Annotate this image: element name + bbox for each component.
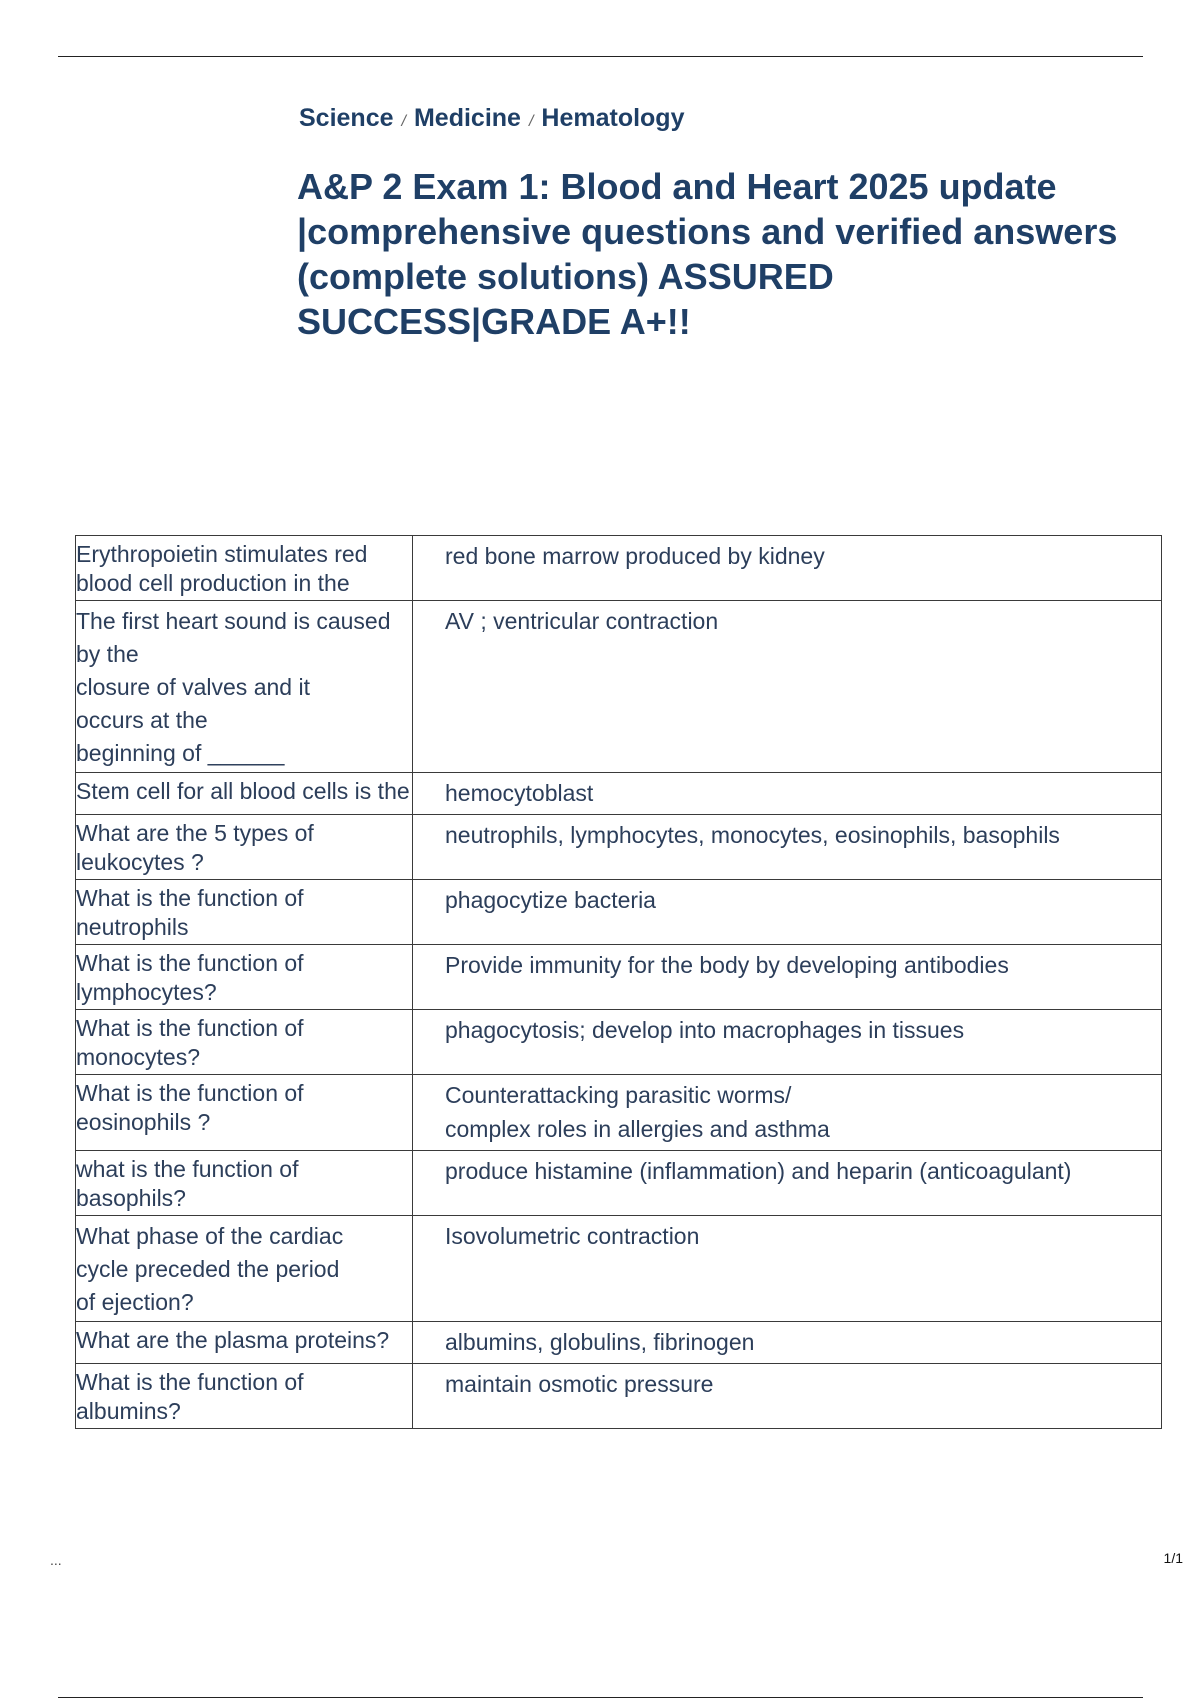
question-cell: [76, 773, 413, 815]
header-divider: [58, 56, 1143, 57]
question-cell: [76, 1216, 413, 1322]
question-text: of ejection?: [76, 1289, 194, 1315]
question-text: What are the 5 types of leukocytes ?: [76, 820, 314, 875]
question-text: What is the function of lymphocytes?: [76, 950, 304, 1005]
answer-cell: [413, 1216, 1162, 1322]
answer-cell: [413, 1151, 1162, 1216]
answer-text: AV ; ventricular contraction: [445, 608, 719, 634]
question-text: What phase of the cardiac: [76, 1223, 344, 1249]
footer-divider: [58, 1697, 1143, 1698]
answer-cell: [413, 1075, 1162, 1151]
answer-cell: [413, 945, 1162, 1010]
question-text: what is the function of basophils?: [76, 1156, 299, 1211]
question-cell: [76, 1151, 413, 1216]
answer-text: albumins, globulins, fibrinogen: [445, 1329, 755, 1355]
table-row: [76, 1216, 1162, 1322]
answer-cell: [413, 601, 1162, 773]
question-text: Stem cell for all blood cells is the: [76, 778, 410, 804]
table-row: [76, 1151, 1162, 1216]
answer-text: Counterattacking parasitic worms/: [445, 1082, 792, 1108]
question-text: What is the function of eosinophils ?: [76, 1080, 304, 1135]
table-row: [76, 773, 1162, 815]
question-cell: [76, 1075, 413, 1151]
question-text: occurs at the: [76, 707, 208, 733]
table-row: [76, 536, 1162, 601]
question-text: blood cell production in the: [76, 570, 350, 596]
answer-cell: [413, 880, 1162, 945]
question-text: What is the function of albumins?: [76, 1369, 304, 1424]
answer-cell: [413, 773, 1162, 815]
table-row: [76, 601, 1162, 773]
answer-cell: [413, 815, 1162, 880]
page-indicator: 1/1: [1163, 1550, 1183, 1566]
answer-text: neutrophils, lymphocytes, monocytes, eosinophils, basophils: [445, 822, 1060, 848]
answer-text: phagocytosis; develop into macrophages in tissues: [445, 1017, 965, 1043]
breadcrumb-item-science[interactable]: Science: [299, 104, 394, 132]
question-cell: [76, 601, 413, 773]
question-text: closure of valves and it: [76, 674, 310, 700]
table-row: [76, 880, 1162, 945]
question-cell: [76, 1010, 413, 1075]
table-row: [76, 815, 1162, 880]
answer-text: Provide immunity for the body by developing antibodies: [445, 952, 1009, 978]
breadcrumb-separator: /: [528, 113, 534, 130]
answer-cell: [413, 536, 1162, 601]
table-row: [76, 1322, 1162, 1364]
question-text: beginning of ______: [76, 740, 285, 766]
question-text: The first heart sound is caused by the: [76, 608, 391, 667]
breadcrumb-item-medicine[interactable]: Medicine: [413, 104, 521, 132]
question-text: What are the plasma proteins?: [76, 1327, 390, 1353]
table-row: [76, 1075, 1162, 1151]
qa-table-body: [76, 536, 1162, 1429]
question-cell: [76, 1322, 413, 1364]
table-row: [76, 945, 1162, 1010]
answer-cell: [413, 1364, 1162, 1429]
breadcrumb: [299, 104, 685, 133]
answer-text: hemocytoblast: [445, 780, 594, 806]
question-text: What is the function of neutrophils: [76, 885, 304, 940]
question-cell: [76, 880, 413, 945]
answer-text: phagocytize bacteria: [445, 887, 656, 913]
breadcrumb-item-hematology[interactable]: Hematology: [541, 104, 685, 132]
table-row: [76, 1364, 1162, 1429]
question-text: What is the function of monocytes?: [76, 1015, 304, 1070]
qa-table: [75, 535, 1162, 1429]
question-cell: [76, 945, 413, 1010]
question-cell: [76, 536, 413, 601]
answer-cell: [413, 1010, 1162, 1075]
footer-ellipsis: ...: [50, 1552, 62, 1568]
question-text: cycle preceded the period: [76, 1256, 340, 1282]
question-cell: [76, 1364, 413, 1429]
answer-text: complex roles in allergies and asthma: [445, 1116, 830, 1142]
table-row: [76, 1010, 1162, 1075]
question-text: Erythropoietin stimulates red: [76, 541, 368, 567]
breadcrumb-separator: /: [401, 113, 406, 130]
question-cell: [76, 815, 413, 880]
answer-cell: [413, 1322, 1162, 1364]
page-title: A&P 2 Exam 1: Blood and Heart 2025 update |comprehensive questions and verified answers (complete solutions) ASSURED SUCCESS|GRADE A+!!: [297, 166, 1118, 342]
answer-text: produce histamine (inflammation) and heparin (anticoagulant): [445, 1158, 1072, 1184]
answer-text: maintain osmotic pressure: [445, 1371, 714, 1397]
answer-text: red bone marrow produced by kidney: [445, 543, 825, 569]
answer-text: Isovolumetric contraction: [445, 1223, 700, 1249]
